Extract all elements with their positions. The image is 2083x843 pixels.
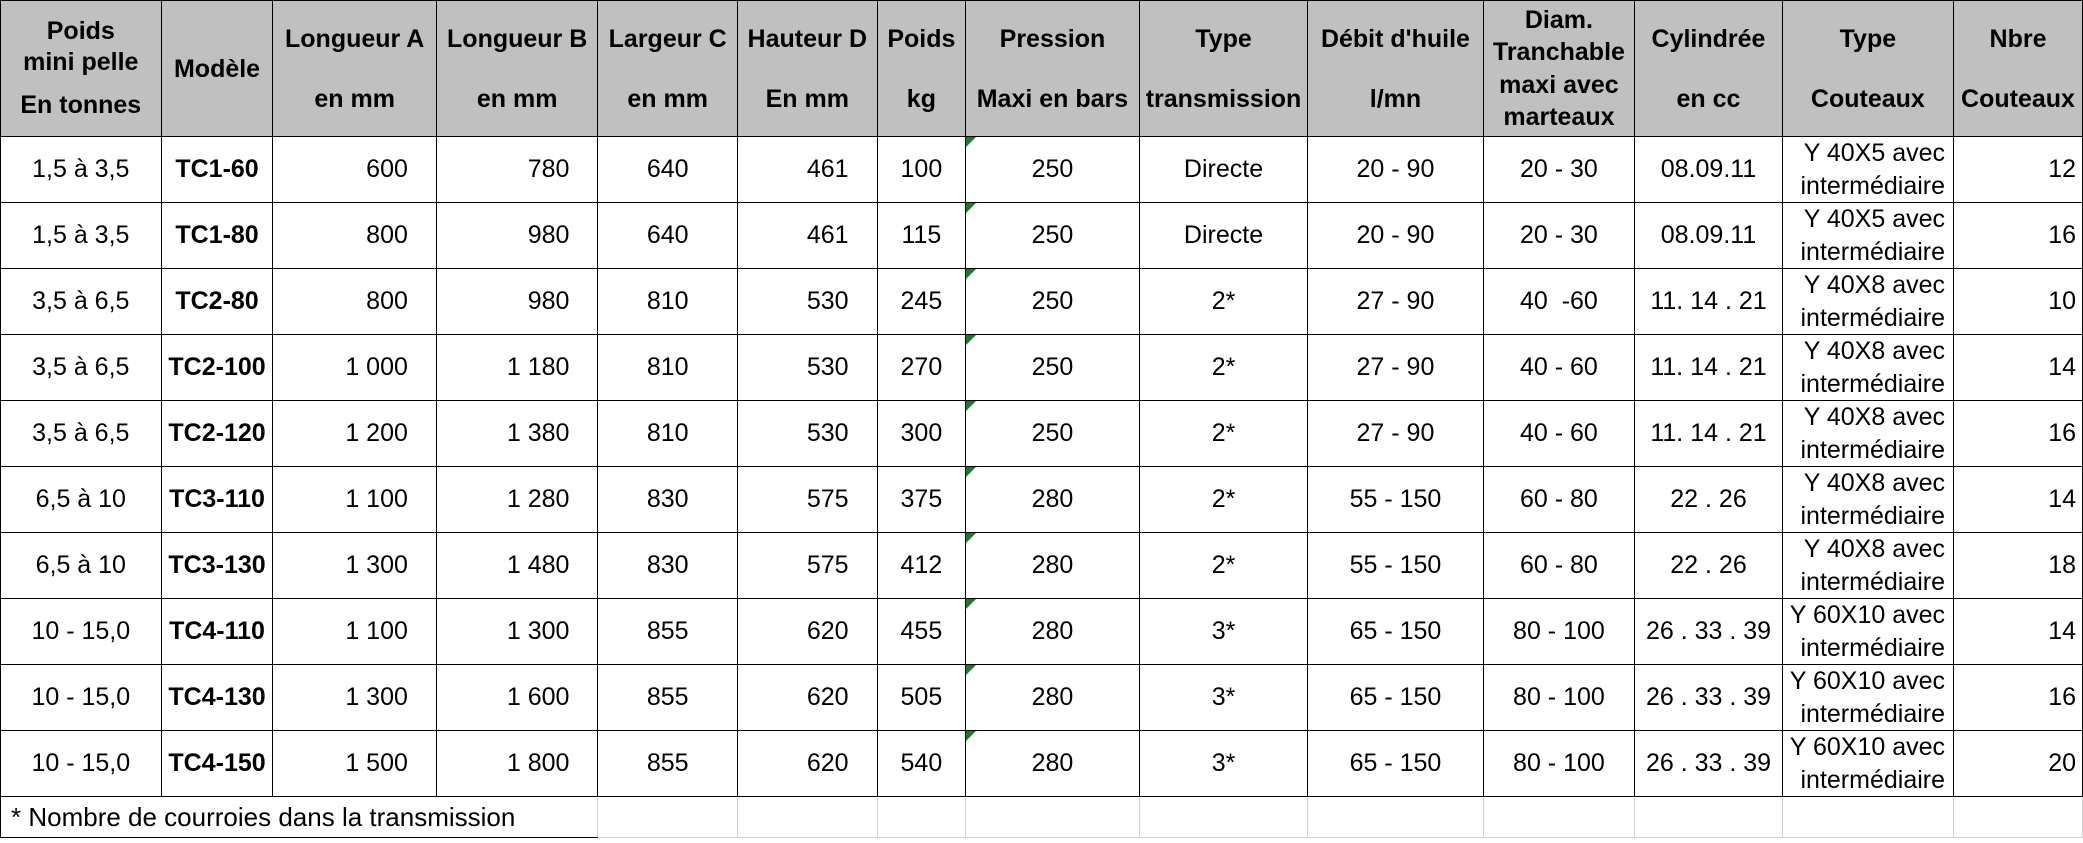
cell-model[interactable]: TC2-120 [161,401,273,467]
cell-weight-kg[interactable]: 505 [877,665,966,731]
cell-length-b[interactable]: 1 480 [436,533,598,599]
cell-length-a[interactable]: 600 [273,137,436,203]
cell-model[interactable]: TC2-80 [161,269,273,335]
cell-length-b[interactable]: 1 380 [436,401,598,467]
cell-transmission[interactable]: 3* [1139,665,1308,731]
cell-weight-kg[interactable]: 100 [877,137,966,203]
cell-oil-flow[interactable]: 65 - 150 [1308,731,1483,797]
cell-weight[interactable]: 1,5 à 3,5 [1,137,162,203]
cell-model[interactable]: TC3-110 [161,467,273,533]
cell-width-c[interactable]: 810 [598,335,738,401]
cell-transmission[interactable]: 2* [1139,269,1308,335]
cell-oil-flow[interactable]: 27 - 90 [1308,401,1483,467]
cell-oil-flow[interactable]: 55 - 150 [1308,467,1483,533]
cell-blade-type[interactable]: Y 40X8 avec intermédiaire [1782,467,1953,533]
cell-weight-kg[interactable]: 540 [877,731,966,797]
cell-max-diameter[interactable]: 40 -60 [1483,269,1635,335]
cell-displacement[interactable]: 26 . 33 . 39 [1635,731,1783,797]
cell-weight-kg[interactable]: 375 [877,467,966,533]
header-label: Longueur B [447,24,588,53]
cell-transmission[interactable]: 3* [1139,599,1308,665]
cell-height-d[interactable]: 620 [737,599,877,665]
header-label: En tonnes [20,91,142,120]
cell-weight[interactable]: 3,5 à 6,5 [1,269,162,335]
cell-pressure[interactable]: 250 [966,269,1140,335]
table-row [1,599,2083,665]
cell-weight-kg[interactable]: 455 [877,599,966,665]
header-blade-type[interactable] [1782,1,1953,137]
cell-pressure[interactable]: 280 [966,533,1140,599]
table-row [1,467,2083,533]
empty-cell[interactable] [737,797,877,838]
cell-width-c[interactable]: 830 [598,467,738,533]
cell-displacement[interactable]: 22 . 26 [1635,533,1783,599]
header-label: en mm [476,84,558,113]
cell-height-d[interactable]: 530 [737,401,877,467]
header-weight-kg[interactable] [877,1,966,137]
cell-width-c[interactable]: 640 [598,137,738,203]
cell-max-diameter[interactable]: 80 - 100 [1483,599,1635,665]
cell-transmission[interactable]: 2* [1139,467,1308,533]
cell-model[interactable]: TC2-100 [161,335,273,401]
cell-height-d[interactable]: 530 [737,269,877,335]
footnote[interactable]: * Nombre de courroies dans la transmission [1,797,598,838]
header-label: Modèle [173,54,261,83]
header-length-b[interactable] [436,1,598,137]
table-row [1,731,2083,797]
cell-blade-type[interactable]: Y 40X8 avec intermédiaire [1782,401,1953,467]
cell-length-b[interactable]: 1 180 [436,335,598,401]
cell-transmission[interactable]: Directe [1139,137,1308,203]
cell-length-b[interactable]: 1 600 [436,665,598,731]
cell-length-a[interactable]: 1 300 [273,533,436,599]
cell-blade-type[interactable]: Y 40X8 avec intermédiaire [1782,269,1953,335]
cell-width-c[interactable]: 855 [598,665,738,731]
cell-blade-type[interactable]: Y 60X10 avec intermédiaire [1782,731,1953,797]
cell-weight[interactable]: 3,5 à 6,5 [1,335,162,401]
header-label: Pression [999,24,1106,53]
table-row [1,335,2083,401]
cell-width-c[interactable]: 830 [598,533,738,599]
cell-length-a[interactable]: 1 000 [273,335,436,401]
cell-blade-count[interactable]: 14 [1954,599,2083,665]
header-oil-flow[interactable] [1308,1,1483,137]
header-max-diameter[interactable] [1483,1,1635,137]
cell-transmission[interactable]: 2* [1139,401,1308,467]
cell-displacement[interactable]: 26 . 33 . 39 [1635,665,1783,731]
cell-width-c[interactable]: 855 [598,731,738,797]
header-transmission-type[interactable] [1139,1,1308,137]
cell-height-d[interactable]: 461 [737,137,877,203]
cell-width-c[interactable]: 810 [598,401,738,467]
header-label: Tranchable [1492,38,1625,66]
header-label: Cylindrée [1651,24,1766,53]
cell-width-c[interactable]: 855 [598,599,738,665]
cell-length-a[interactable]: 1 300 [273,665,436,731]
cell-transmission[interactable]: Directe [1139,203,1308,269]
cell-displacement[interactable]: 08.09.11 [1635,203,1783,269]
cell-max-diameter[interactable]: 40 - 60 [1483,401,1635,467]
cell-model[interactable]: TC1-80 [161,203,273,269]
cell-max-diameter[interactable]: 80 - 100 [1483,665,1635,731]
header-label: Diam. [1524,5,1593,34]
cell-length-b[interactable]: 780 [436,137,598,203]
header-label: Hauteur D [747,24,868,53]
cell-weight[interactable]: 6,5 à 10 [1,467,162,533]
header-label: Couteaux [1810,84,1925,113]
table-row [1,137,2083,203]
header-label: l/mn [1369,84,1422,113]
cell-transmission[interactable]: 3* [1139,731,1308,797]
cell-blade-count[interactable]: 20 [1954,731,2083,797]
cell-pressure[interactable]: 250 [966,203,1140,269]
cell-height-d[interactable]: 461 [737,203,877,269]
table-row [1,665,2083,731]
header-label: maxi avec [1499,70,1619,99]
cell-height-d[interactable]: 620 [737,731,877,797]
cell-length-b[interactable]: 980 [436,203,598,269]
cell-displacement[interactable]: 22 . 26 [1635,467,1783,533]
header-label: Poids [887,24,956,53]
cell-transmission[interactable]: 2* [1139,335,1308,401]
footnote-row [1,797,2083,838]
cell-length-a[interactable]: 1 500 [273,731,436,797]
empty-cell[interactable] [598,797,738,838]
cell-blade-type[interactable]: Y 40X8 avec intermédiaire [1782,335,1953,401]
cell-pressure[interactable]: 280 [966,467,1140,533]
cell-length-b[interactable]: 980 [436,269,598,335]
cell-blade-count[interactable]: 14 [1954,467,2083,533]
cell-max-diameter[interactable]: 20 - 30 [1483,203,1635,269]
header-label: Longueur A [285,24,425,53]
cell-height-d[interactable]: 530 [737,335,877,401]
header-blade-count[interactable] [1954,1,2083,137]
cell-model[interactable]: TC4-130 [161,665,273,731]
header-weight[interactable] [1,1,162,137]
cell-weight[interactable]: 10 - 15,0 [1,599,162,665]
header-label: en mm [627,84,708,113]
cell-blade-count[interactable]: 18 [1954,533,2083,599]
empty-cell[interactable] [1139,797,1308,838]
cell-model[interactable]: TC4-150 [161,731,273,797]
empty-cell[interactable] [1483,797,1635,838]
cell-oil-flow[interactable]: 27 - 90 [1308,269,1483,335]
cell-height-d[interactable]: 575 [737,467,877,533]
cell-weight[interactable]: 3,5 à 6,5 [1,401,162,467]
header-label: Débit d'huile [1320,24,1470,53]
empty-cell[interactable] [877,797,966,838]
cell-weight[interactable]: 10 - 15,0 [1,665,162,731]
header-displacement[interactable] [1635,1,1783,137]
cell-model[interactable]: TC4-110 [161,599,273,665]
header-model[interactable] [161,1,273,137]
table-row [1,533,2083,599]
cell-length-a[interactable]: 800 [273,203,436,269]
cell-weight[interactable]: 10 - 15,0 [1,731,162,797]
cell-height-d[interactable]: 575 [737,533,877,599]
header-row [1,1,2083,137]
header-length-a[interactable] [273,1,436,137]
cell-weight-kg[interactable]: 300 [877,401,966,467]
header-pressure[interactable] [966,1,1140,137]
header-label: Largeur C [608,24,727,53]
cell-max-diameter[interactable]: 20 - 30 [1483,137,1635,203]
cell-displacement[interactable]: 11. 14 . 21 [1635,335,1783,401]
cell-blade-count[interactable]: 10 [1954,269,2083,335]
cell-max-diameter[interactable]: 60 - 80 [1483,533,1635,599]
cell-weight-kg[interactable]: 115 [877,203,966,269]
cell-weight[interactable]: 6,5 à 10 [1,533,162,599]
header-label: en cc [1676,84,1741,113]
cell-length-b[interactable]: 1 280 [436,467,598,533]
cell-displacement[interactable]: 11. 14 . 21 [1635,269,1783,335]
cell-pressure[interactable]: 280 [966,731,1140,797]
cell-length-b[interactable]: 1 300 [436,599,598,665]
cell-height-d[interactable]: 620 [737,665,877,731]
table-row [1,203,2083,269]
cell-max-diameter[interactable]: 40 - 60 [1483,335,1635,401]
cell-weight[interactable]: 1,5 à 3,5 [1,203,162,269]
cell-length-a[interactable]: 1 100 [273,467,436,533]
header-label: Maxi en bars [976,84,1129,113]
cell-max-diameter[interactable]: 80 - 100 [1483,731,1635,797]
cell-blade-count[interactable]: 12 [1954,137,2083,203]
cell-pressure[interactable]: 280 [966,599,1140,665]
header-label: mini pelle [23,47,139,76]
cell-length-a[interactable]: 1 200 [273,401,436,467]
cell-blade-type[interactable]: Y 60X10 avec intermédiaire [1782,599,1953,665]
cell-length-a[interactable]: 800 [273,269,436,335]
cell-displacement[interactable]: 08.09.11 [1635,137,1783,203]
cell-oil-flow[interactable]: 27 - 90 [1308,335,1483,401]
table-row [1,401,2083,467]
cell-pressure[interactable]: 250 [966,335,1140,401]
cell-oil-flow[interactable]: 65 - 150 [1308,665,1483,731]
cell-model[interactable]: TC1-60 [161,137,273,203]
cell-blade-count[interactable]: 14 [1954,335,2083,401]
cell-model[interactable]: TC3-130 [161,533,273,599]
cell-oil-flow[interactable]: 20 - 90 [1308,203,1483,269]
cell-oil-flow[interactable]: 55 - 150 [1308,533,1483,599]
cell-pressure[interactable]: 250 [966,137,1140,203]
header-label: En mm [765,84,849,113]
header-label: en mm [314,84,395,113]
cell-width-c[interactable]: 810 [598,269,738,335]
cell-blade-count[interactable]: 16 [1954,401,2083,467]
cell-displacement[interactable]: 11. 14 . 21 [1635,401,1783,467]
cell-weight-kg[interactable]: 245 [877,269,966,335]
empty-cell[interactable] [1308,797,1483,838]
header-height-d[interactable] [737,1,877,137]
cell-displacement[interactable]: 26 . 33 . 39 [1635,599,1783,665]
cell-length-a[interactable]: 1 100 [273,599,436,665]
cell-blade-count[interactable]: 16 [1954,203,2083,269]
header-label: Couteaux [1961,84,2075,113]
header-label: Type [1839,24,1897,53]
cell-pressure[interactable]: 250 [966,401,1140,467]
empty-cell[interactable] [1635,797,1783,838]
cell-transmission[interactable]: 2* [1139,533,1308,599]
header-label: marteaux [1503,103,1615,131]
header-label: Nbre [1989,24,2047,53]
header-width-c[interactable] [598,1,738,137]
cell-blade-type[interactable]: Y 40X8 avec intermédiaire [1782,533,1953,599]
empty-cell[interactable] [1954,797,2083,838]
cell-weight-kg[interactable]: 270 [877,335,966,401]
cell-oil-flow[interactable]: 20 - 90 [1308,137,1483,203]
header-label: Poids [46,16,115,45]
empty-cell[interactable] [966,797,1140,838]
cell-blade-count[interactable]: 16 [1954,665,2083,731]
cell-blade-type[interactable]: Y 40X5 avec intermédiaire [1782,137,1953,203]
cell-oil-flow[interactable]: 65 - 150 [1308,599,1483,665]
header-label: Type [1195,24,1252,53]
cell-length-b[interactable]: 1 800 [436,731,598,797]
header-label: kg [906,84,936,113]
cell-blade-type[interactable]: Y 60X10 avec intermédiaire [1782,665,1953,731]
header-label: transmission [1145,84,1302,113]
cell-width-c[interactable]: 640 [598,203,738,269]
cell-blade-type[interactable]: Y 40X5 avec intermédiaire [1782,203,1953,269]
cell-pressure[interactable]: 280 [966,665,1140,731]
cell-max-diameter[interactable]: 60 - 80 [1483,467,1635,533]
cell-weight-kg[interactable]: 412 [877,533,966,599]
empty-cell[interactable] [1782,797,1953,838]
table-row [1,269,2083,335]
